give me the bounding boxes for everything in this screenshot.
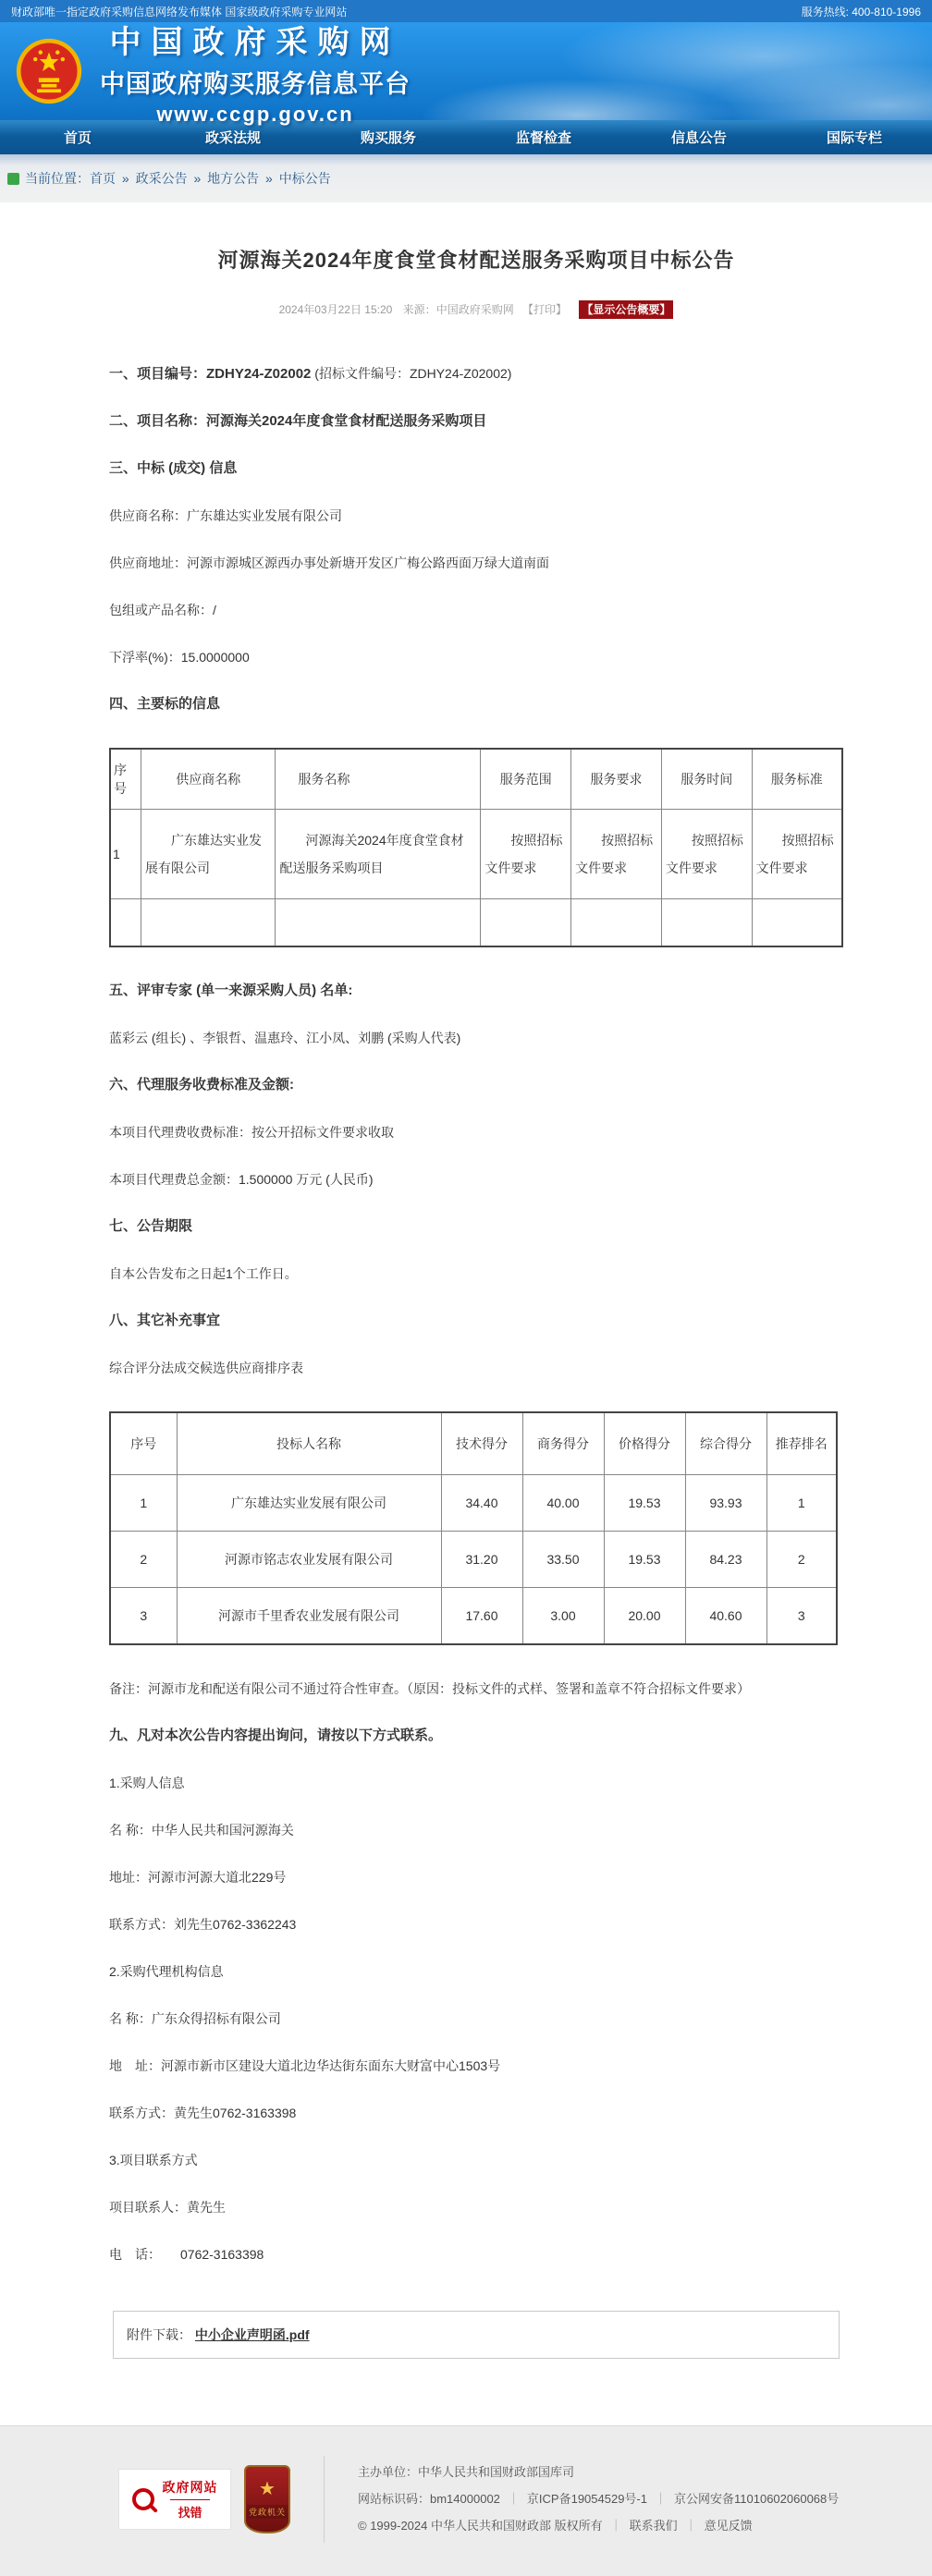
breadcrumb-prefix: 当前位置： <box>25 171 90 186</box>
table-cell <box>110 899 141 947</box>
table-cell: 河源市铭志农业发展有限公司 <box>177 1532 441 1588</box>
table-header-cell: 服务范围 <box>481 749 571 810</box>
attachment-label: 附件下载： <box>127 2327 191 2342</box>
breadcrumb-procurement-notices[interactable]: 政采公告 <box>135 171 188 186</box>
article-heading: 二、项目名称：河源海关2024年度食堂食材配送服务采购项目 <box>109 413 487 429</box>
article-paragraph: 地址：河源市河源大道北229号 <box>109 1870 287 1885</box>
article-paragraph: 3.项目联系方式 <box>109 2153 198 2167</box>
article-paragraph: 包组或产品名称：/ <box>109 603 216 617</box>
table-cell: 按照招标文件要求 <box>752 810 842 899</box>
footer-separator: ｜ <box>507 2492 520 2506</box>
table-header-cell: 投标人名称 <box>177 1412 441 1475</box>
breadcrumb <box>0 154 932 202</box>
article-paragraph: 电 话： 0762-3163398 <box>109 2247 264 2262</box>
article-paragraph: 联系方式：黄先生0762-3163398 <box>109 2106 297 2120</box>
article-paragraph: 1.采购人信息 <box>109 1776 185 1790</box>
article-paragraph: 一、项目编号：ZDHY24-Z02002 (招标文件编号：ZDHY24-Z02002) <box>109 366 512 382</box>
table-header-cell: 服务标准 <box>752 749 842 810</box>
breadcrumb-separator: » <box>190 171 205 186</box>
breadcrumb-local-notices[interactable]: 地方公告 <box>207 171 260 186</box>
table-cell: 2 <box>766 1532 837 1588</box>
table-row <box>110 1588 837 1645</box>
footer-line <box>358 2489 839 2509</box>
table-cell <box>481 899 571 947</box>
footer-text: 京ICP备19054529号-1 <box>526 2492 647 2506</box>
table-row <box>110 810 842 899</box>
print-button[interactable]: 【打印】 <box>522 303 568 316</box>
nav-item-supervision[interactable]: 监督检查 <box>515 130 571 146</box>
table-cell: 34.40 <box>441 1475 522 1532</box>
article-heading: 九、凡对本次公告内容提出询问，请按以下方式联系。 <box>109 1728 443 1743</box>
table-header-row <box>110 1412 837 1475</box>
footer-text: © 1999-2024 中华人民共和国财政部 版权所有 <box>358 2519 603 2533</box>
table-cell: 按照招标文件要求 <box>481 810 571 899</box>
table-cell: 31.20 <box>441 1532 522 1588</box>
table-header-cell: 推荐排名 <box>766 1412 837 1475</box>
source-name: 中国政府采购网 <box>435 303 514 316</box>
source-label: 来源： <box>402 303 436 316</box>
footer-contact-us[interactable]: 联系我们 <box>629 2519 678 2533</box>
service-hotline: 服务热线: 400-810-1996 <box>801 5 921 18</box>
table-row <box>110 1532 837 1588</box>
party-gov-badge[interactable] <box>244 2465 290 2533</box>
table-cell: 19.53 <box>604 1475 685 1532</box>
main-bid-info-table <box>109 748 843 947</box>
table-header-cell: 供应商名称 <box>141 749 276 810</box>
article-paragraph: 自本公告发布之日起1个工作日。 <box>109 1266 298 1281</box>
table-cell: 19.53 <box>604 1532 685 1588</box>
nav-item-purchase-services[interactable]: 购买服务 <box>360 130 416 146</box>
footer-text: 京公网安备11010602060068号 <box>674 2492 840 2506</box>
article-heading: 五、评审专家 (单一来源采购人员) 名单: <box>109 983 353 998</box>
table-header-cell: 价格得分 <box>604 1412 685 1475</box>
table-cell: 按照招标文件要求 <box>661 810 752 899</box>
table-header-cell: 综合得分 <box>685 1412 766 1475</box>
article-paragraph: 本项目代理费收费标准：按公开招标文件要求收取 <box>109 1125 394 1140</box>
table-cell: 2 <box>110 1532 177 1588</box>
article-paragraph: 名 称：广东众得招标有限公司 <box>109 2011 281 2026</box>
table-row <box>110 899 842 947</box>
table-cell: 33.50 <box>522 1532 604 1588</box>
table-cell: 3 <box>110 1588 177 1645</box>
breadcrumb-separator: » <box>118 171 133 186</box>
summary-badge[interactable]: 【显示公告概要】 <box>579 300 673 319</box>
party-gov-badge-label: 党政机关 <box>247 2505 288 2519</box>
article-meta <box>109 301 843 317</box>
page-title: 河源海关2024年度食堂食材配送服务采购项目中标公告 <box>217 249 735 272</box>
table-header-cell: 服务要求 <box>571 749 662 810</box>
table-cell <box>571 899 662 947</box>
article-paragraph: 备注：河源市龙和配送有限公司不通过符合性审查。（原因：投标文件的式样、签署和盖章不符合招标文件要求） <box>109 1681 750 1696</box>
table-header-cell: 序号 <box>110 749 141 810</box>
article-paragraph: 综合评分法成交候选供应商排序表 <box>109 1361 303 1375</box>
table-cell: 3.00 <box>522 1588 604 1645</box>
article-heading: 三、中标 (成交) 信息 <box>109 460 238 476</box>
site-identity <box>100 17 411 127</box>
site-banner <box>0 22 932 126</box>
table-cell: 河源市千里香农业发展有限公司 <box>177 1588 441 1645</box>
nav-item-home[interactable]: 首页 <box>63 130 92 146</box>
table-cell <box>141 899 276 947</box>
article-heading: 八、其它补充事宜 <box>109 1312 221 1328</box>
article-body <box>109 361 843 2266</box>
article-paragraph: 联系方式：刘先生0762-3362243 <box>109 1917 297 1932</box>
article-paragraph: 下浮率(%)：15.0000000 <box>109 650 250 665</box>
article-paragraph: 项目联系人：黄先生 <box>109 2200 226 2215</box>
footer-text: 主办单位：中华人民共和国财政部国库司 <box>358 2465 575 2479</box>
table-cell: 84.23 <box>685 1532 766 1588</box>
nav-item-international[interactable]: 国际专栏 <box>826 130 882 146</box>
table-header-cell: 技术得分 <box>441 1412 522 1475</box>
table-cell: 20.00 <box>604 1588 685 1645</box>
table-cell: 1 <box>110 810 141 899</box>
article-heading: 七、公告期限 <box>109 1218 193 1234</box>
footer-text: 网站标识码：bm14000002 <box>358 2492 500 2506</box>
location-icon <box>7 173 19 185</box>
article-paragraph: 本项目代理费总金额：1.500000 万元 (人民币) <box>109 1172 374 1187</box>
table-cell: 河源海关2024年度食堂食材配送服务采购项目 <box>276 810 481 899</box>
magnifier-icon <box>132 2488 154 2510</box>
attachment-box <box>113 2311 840 2359</box>
footer-line <box>358 2516 839 2536</box>
gov-site-error-badge[interactable] <box>118 2469 231 2530</box>
table-cell: 93.93 <box>685 1475 766 1532</box>
footer-divider <box>324 2456 325 2543</box>
publish-datetime: 2024年03月22日 15:20 <box>278 303 393 316</box>
table-header-cell: 序号 <box>110 1412 177 1475</box>
gov-site-badge-title: 政府网站 <box>162 2480 218 2495</box>
nav-item-regulations[interactable]: 政采法规 <box>204 130 261 146</box>
table-cell <box>276 899 481 947</box>
article-paragraph: 名 称：中华人民共和国河源海关 <box>109 1823 294 1837</box>
announcement-page <box>0 202 932 2425</box>
table-cell: 40.00 <box>522 1475 604 1532</box>
table-cell <box>661 899 752 947</box>
article-paragraph: 供应商名称：广东雄达实业发展有限公司 <box>109 508 342 523</box>
table-cell <box>752 899 842 947</box>
footer-line <box>358 2462 839 2483</box>
utility-slogan: 财政部唯一指定政府采购信息网络发布媒体 国家级政府采购专业网站 <box>11 5 348 18</box>
table-cell: 广东雄达实业发展有限公司 <box>177 1475 441 1532</box>
article-paragraph: 供应商地址：河源市源城区源西办事处新塘开发区广梅公路西面万绿大道南面 <box>109 555 549 570</box>
table-cell: 40.60 <box>685 1588 766 1645</box>
footer-info <box>358 2456 839 2543</box>
site-url: www.ccgp.gov.cn <box>156 102 354 126</box>
article-heading: 四、主要标的信息 <box>109 696 221 712</box>
article-paragraph: 地 址：河源市新市区建设大道北边华达街东面东大财富中心1503号 <box>109 2058 501 2073</box>
heading-lead: 一、项目编号：ZDHY24-Z02002 <box>109 366 312 382</box>
article-paragraph: 蓝彩云 (组长) 、李银哲、温惠玲、江小凤、刘鹏 (采购人代表) <box>109 1031 461 1045</box>
site-subtitle: 中国政府购买服务信息平台 <box>100 69 411 98</box>
footer-feedback[interactable]: 意见反馈 <box>704 2519 753 2533</box>
footer-separator: ｜ <box>684 2519 697 2533</box>
footer-separator: ｜ <box>609 2519 622 2533</box>
page-footer <box>0 2425 932 2576</box>
article-heading: 六、代理服务收费标准及金额: <box>109 1077 294 1093</box>
table-header-cell: 商务得分 <box>522 1412 604 1475</box>
attachment-link[interactable]: 中小企业声明函.pdf <box>194 2327 310 2342</box>
table-cell: 广东雄达实业发展有限公司 <box>141 810 276 899</box>
breadcrumb-award-notices: 中标公告 <box>278 171 331 186</box>
supplier-ranking-table <box>109 1411 838 1645</box>
table-cell: 17.60 <box>441 1588 522 1645</box>
table-cell: 1 <box>766 1475 837 1532</box>
table-header-cell: 服务时间 <box>661 749 752 810</box>
article-paragraph: 2.采购代理机构信息 <box>109 1964 224 1979</box>
table-header-cell: 服务名称 <box>276 749 481 810</box>
footer-separator: ｜ <box>655 2492 668 2506</box>
table-cell: 按照招标文件要求 <box>571 810 662 899</box>
table-cell: 3 <box>766 1588 837 1645</box>
nav-item-announcements[interactable]: 信息公告 <box>670 130 727 146</box>
breadcrumb-home[interactable]: 首页 <box>90 171 116 186</box>
table-header-row <box>110 749 842 810</box>
breadcrumb-items <box>90 169 331 188</box>
national-emblem-icon <box>15 37 83 105</box>
breadcrumb-separator: » <box>262 171 276 186</box>
emblem-star-icon: ★ <box>259 2479 276 2499</box>
gov-site-badge-subtitle: 找错 <box>170 2499 209 2521</box>
site-title: 中国政府采购网 <box>109 24 401 60</box>
table-row <box>110 1475 837 1532</box>
table-cell: 1 <box>110 1475 177 1532</box>
